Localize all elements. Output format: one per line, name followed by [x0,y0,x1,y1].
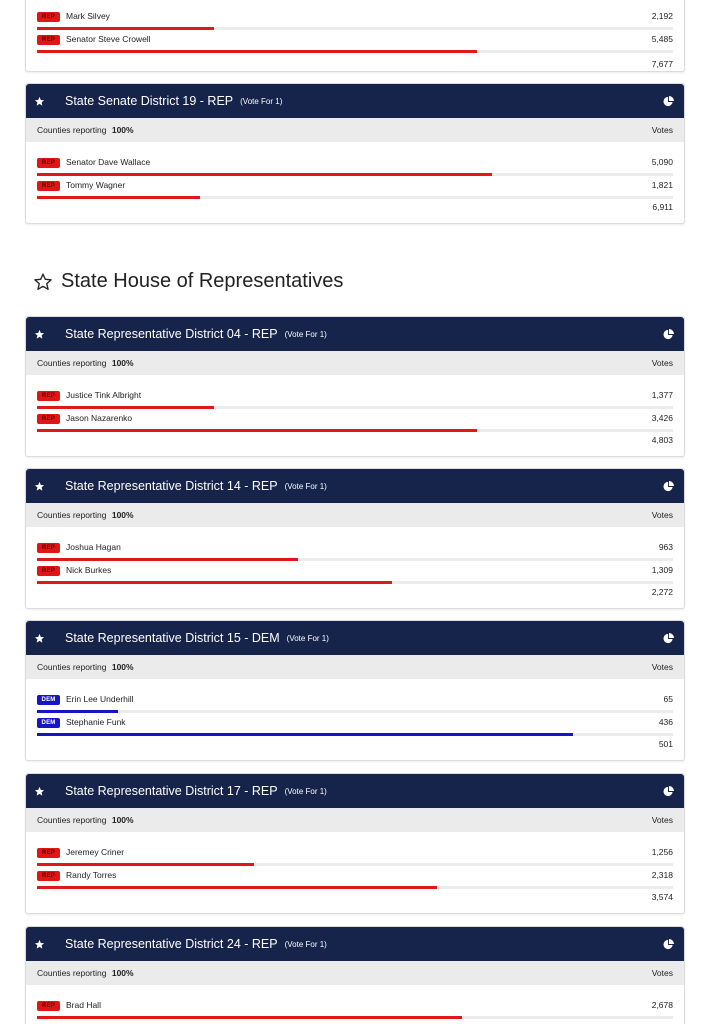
vote-bar-track [37,406,673,409]
party-badge: REP [37,12,60,22]
race-card-district-04 [25,316,685,457]
vote-bar-fill [37,733,573,736]
candidate-name: Senator Dave Wallace [66,157,151,167]
vote-bar-track [37,50,673,53]
race-card-district-17 [25,773,685,914]
race-title: State Representative District 24 - REP [65,937,278,951]
vote-bar-track [37,558,673,561]
star-icon[interactable] [34,939,45,950]
candidate-votes: 1,821 [651,180,673,190]
candidate-row [37,693,673,716]
section-title: State House of Representatives [61,270,344,292]
total-votes: 6,911 [652,202,673,212]
candidate-row [37,716,673,739]
pie-chart-icon[interactable] [663,786,674,797]
counties-reporting: Counties reporting 100% [37,125,134,135]
party-badge: REP [37,543,60,553]
vote-bar-fill [37,50,477,53]
votes-column-label: Votes [651,125,673,135]
total-votes: 3,574 [651,892,673,902]
vote-for-label: (Vote For 1) [240,96,283,106]
counties-reporting-row [26,655,684,679]
candidate-name: Stephanie Funk [66,717,126,727]
race-card-district-14 [25,468,685,609]
star-outline-icon[interactable] [33,272,53,292]
pie-chart-icon[interactable] [663,939,674,950]
vote-bar-fill [37,558,298,561]
vote-for-label: (Vote For 1) [284,329,327,339]
candidate-votes: 2,192 [651,11,673,21]
race-card-district-24 [25,926,685,1024]
counties-reporting-row [26,961,684,985]
candidate-name: Erin Lee Underhill [66,694,134,704]
candidate-row [37,389,673,412]
party-badge: REP [37,848,60,858]
votes-column-label: Votes [651,510,673,520]
candidate-votes: 1,309 [651,565,673,575]
vote-bar-track [37,710,673,713]
total-votes: 501 [658,739,673,749]
candidate-votes: 5,090 [651,157,673,167]
counties-reporting-row [26,118,684,142]
candidate-name: Mark Silvey [66,11,110,21]
vote-bar-fill [37,27,214,30]
candidate-name: Randy Torres [66,870,117,880]
counties-reporting: Counties reporting 100% [37,662,134,672]
party-badge: DEM [37,718,60,728]
counties-reporting: Counties reporting 100% [37,968,134,978]
party-badge: DEM [37,695,60,705]
vote-bar-track [37,886,673,889]
total-votes: 4,803 [651,435,673,445]
votes-column-label: Votes [651,968,673,978]
race-header [26,469,684,503]
star-icon[interactable] [34,329,45,340]
vote-bar-fill [37,196,200,199]
vote-bar-fill [37,173,492,176]
vote-bar-fill [37,710,118,713]
race-card-district-15 [25,620,685,761]
race-header [26,317,684,351]
votes-column-label: Votes [651,662,673,672]
vote-bar-track [37,733,673,736]
party-badge: REP [37,566,60,576]
candidate-row [37,541,673,564]
vote-bar-track [37,581,673,584]
candidate-name: Jason Nazarenko [66,413,133,423]
pie-chart-icon[interactable] [663,481,674,492]
section-heading [33,270,343,293]
candidate-row [37,33,673,56]
vote-for-label: (Vote For 1) [286,633,329,643]
party-badge: REP [37,871,60,881]
vote-for-label: (Vote For 1) [284,939,327,949]
race-card-partial [25,0,685,72]
star-icon[interactable] [34,786,45,797]
candidate-votes: 1,256 [651,847,673,857]
pie-chart-icon[interactable] [663,96,674,107]
counties-reporting-row [26,503,684,527]
race-header [26,621,684,655]
candidate-name: Senator Steve Crowell [66,34,151,44]
race-title: State Representative District 04 - REP [65,327,278,341]
candidate-votes: 436 [658,717,673,727]
counties-reporting: Counties reporting 100% [37,815,134,825]
vote-bar-fill [37,886,437,889]
candidate-name: Justice Tink Albright [66,390,142,400]
candidate-row [37,10,673,33]
counties-reporting-row [26,351,684,375]
votes-column-label: Votes [651,815,673,825]
vote-for-label: (Vote For 1) [284,786,327,796]
total-votes: 7,677 [651,59,673,69]
candidate-row [37,412,673,435]
candidate-votes: 65 [663,694,673,704]
total-votes: 2,272 [651,587,673,597]
counties-reporting: Counties reporting 100% [37,358,134,368]
candidate-votes: 1,377 [651,390,673,400]
candidate-row [37,564,673,587]
party-badge: REP [37,1001,60,1011]
vote-bar-fill [37,1016,462,1019]
race-title: State Senate District 19 - REP [65,94,234,108]
party-badge: REP [37,158,60,168]
star-icon[interactable] [34,96,45,107]
race-title: State Representative District 14 - REP [65,479,278,493]
candidate-name: Tommy Wagner [66,180,126,190]
candidate-votes: 2,318 [651,870,673,880]
vote-bar-track [37,196,673,199]
candidate-row [37,156,673,179]
vote-bar-track [37,27,673,30]
vote-bar-track [37,863,673,866]
candidate-name: Jeremey Criner [66,847,125,857]
pie-chart-icon[interactable] [663,633,674,644]
candidate-row [37,999,673,1022]
party-badge: REP [37,391,60,401]
vote-for-label: (Vote For 1) [284,481,327,491]
candidate-name: Joshua Hagan [66,542,121,552]
vote-bar-track [37,173,673,176]
votes-column-label: Votes [651,358,673,368]
counties-reporting-row [26,808,684,832]
vote-bar-fill [37,863,254,866]
candidate-row [37,869,673,892]
candidate-votes: 2,678 [651,1000,673,1010]
race-header [26,927,684,961]
race-header [26,84,684,118]
star-icon[interactable] [34,633,45,644]
candidate-name: Brad Hall [66,1000,101,1010]
race-title: State Representative District 15 - DEM [65,631,280,645]
vote-bar-track [37,1016,673,1019]
candidate-votes: 963 [658,542,673,552]
party-badge: REP [37,181,60,191]
party-badge: REP [37,35,60,45]
race-card-senate-19 [25,83,685,224]
pie-chart-icon[interactable] [663,329,674,340]
vote-bar-track [37,429,673,432]
candidate-votes: 3,426 [651,413,673,423]
candidate-name: Nick Burkes [66,565,112,575]
vote-bar-fill [37,429,477,432]
vote-bar-fill [37,581,392,584]
counties-reporting: Counties reporting 100% [37,510,134,520]
party-badge: REP [37,414,60,424]
star-icon[interactable] [34,481,45,492]
candidate-votes: 5,485 [651,34,673,44]
candidate-row [37,846,673,869]
vote-bar-fill [37,406,214,409]
race-title: State Representative District 17 - REP [65,784,278,798]
race-header [26,774,684,808]
candidate-row [37,179,673,202]
